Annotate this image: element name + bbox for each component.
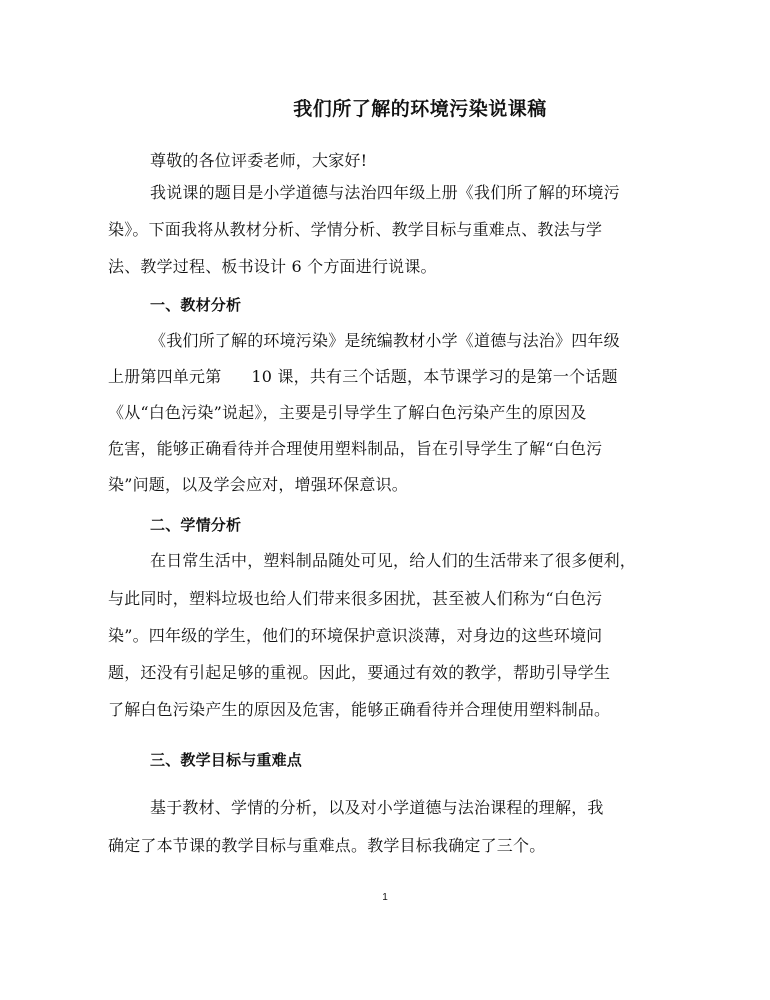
section-heading-students: 二、学情分析	[150, 516, 242, 534]
section3-line-2: 确定了本节课的教学目标与重难点。教学目标我确定了三个。	[108, 836, 546, 855]
section3-line-1: 基于教材、学情的分析，以及对小学道德与法治课程的理解，我	[150, 798, 604, 817]
section1-line-2a: 上册第四单元第	[108, 367, 222, 386]
intro-line-3: 法、教学过程、板书设计 6 个方面进行说课。	[108, 257, 437, 276]
section-heading-objectives: 三、教学目标与重难点	[150, 751, 303, 769]
section1-line-4: 危害，能够正确看待并合理使用塑料制品，旨在引导学生了解“白色污	[108, 439, 603, 458]
section1-line-2	[108, 366, 668, 388]
section1-line-2b: 10 课，共有三个话题，本节课学习的是第一个话题	[251, 367, 618, 386]
section2-line-2: 与此同时，塑料垃圾也给人们带来很多困扰，甚至被人们称为“白色污	[108, 589, 603, 608]
intro-line-1: 我说课的题目是小学道德与法治四年级上册《我们所了解的环境污	[150, 183, 620, 202]
section-heading-materials: 一、教材分析	[150, 296, 242, 314]
document-title: 我们所了解的环境污染说课稿	[293, 98, 547, 120]
section2-line-5: 了解白色污染产生的原因及危害，能够正确看待并合理使用塑料制品。	[108, 700, 611, 719]
section1-line-5: 染”问题，以及学会应对，增强环保意识。	[108, 475, 408, 494]
section1-line-3: 《从“白色污染”说起》，主要是引导学生了解白色污染产生的原因及	[108, 403, 587, 422]
section2-line-3: 染”。四年级的学生，他们的环境保护意识淡薄，对身边的这些环境问	[108, 626, 603, 645]
section2-line-4: 题，还没有引起足够的重视。因此，要通过有效的教学，帮助引导学生	[108, 663, 611, 682]
section2-line-1: 在日常生活中，塑料制品随处可见，给人们的生活带来了很多便利，	[150, 551, 637, 570]
greeting: 尊敬的各位评委老师，大家好!	[150, 151, 368, 170]
section1-line-1: 《我们所了解的环境污染》是统编教材小学《道德与法治》四年级	[150, 331, 620, 350]
intro-line-2: 染》。下面我将从教材分析、学情分析、教学目标与重难点、教法与学	[108, 220, 603, 239]
page-number: 1	[382, 892, 388, 903]
